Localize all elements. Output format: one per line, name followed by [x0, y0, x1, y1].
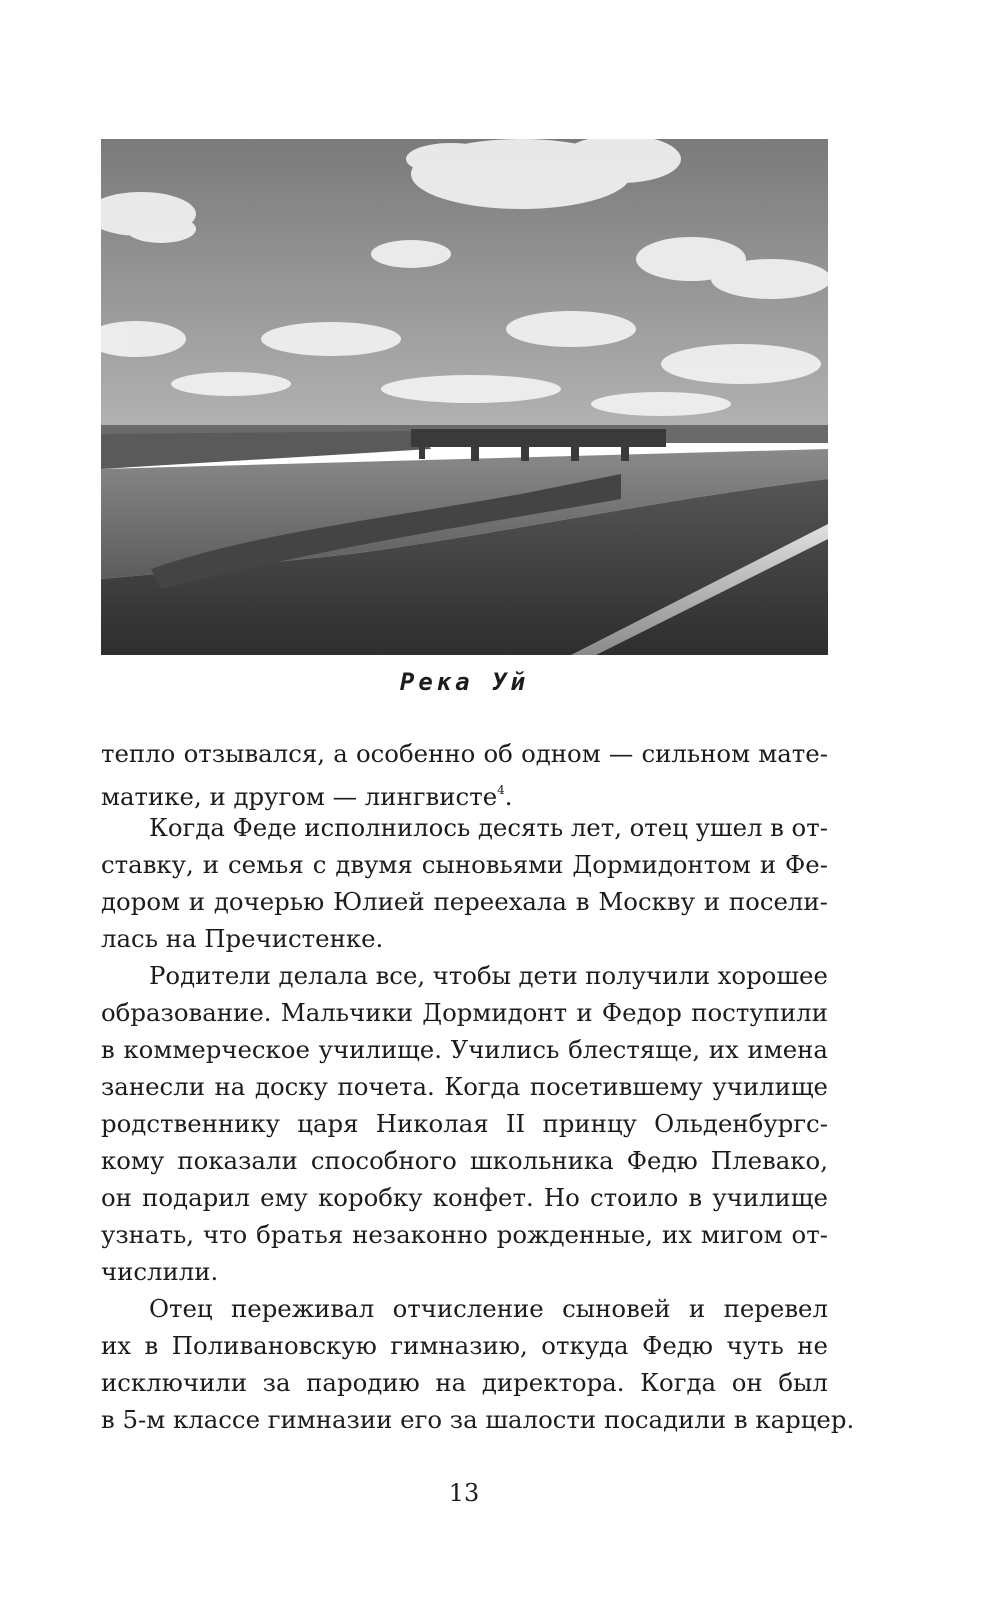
word: поступили — [691, 998, 828, 1027]
word: Когда — [640, 1368, 717, 1397]
word: стоило — [589, 1183, 679, 1212]
word: все, — [375, 961, 426, 990]
word: чтобы — [432, 961, 512, 990]
word: от- — [791, 1220, 828, 1249]
word: дети — [518, 961, 578, 990]
bridge — [411, 429, 666, 461]
word: в — [688, 1183, 703, 1212]
word: лет, — [570, 813, 622, 842]
word: хорошее — [717, 961, 828, 990]
word: на — [214, 1072, 246, 1101]
text-line — [101, 957, 828, 994]
word: переживал — [231, 1294, 375, 1323]
word: особенно — [355, 739, 476, 768]
word: незаконно — [352, 1220, 488, 1249]
word: братья — [256, 1220, 344, 1249]
text-line — [101, 1031, 828, 1068]
word: ставку, — [101, 850, 194, 879]
text-line-content: числили. — [101, 1257, 219, 1286]
word: делала — [278, 961, 369, 990]
word: подарил — [142, 1183, 250, 1212]
word: коммерческое — [123, 1035, 310, 1064]
word: двумя — [335, 850, 413, 879]
word: принцу — [542, 1109, 637, 1138]
text-line — [101, 1364, 828, 1401]
word: что — [202, 1220, 248, 1249]
word: кому — [101, 1146, 165, 1175]
word: он — [731, 1368, 763, 1397]
text-line — [101, 809, 828, 846]
word: их — [661, 1220, 692, 1249]
word: и — [576, 998, 593, 1027]
word: посетившему — [529, 1072, 703, 1101]
word: отзывался, — [183, 739, 326, 768]
text-line — [101, 994, 828, 1031]
word: училище. — [318, 1035, 442, 1064]
text-line-content: матике, и другом — лингвисте$^4$. — [101, 782, 513, 811]
word: ему — [260, 1183, 308, 1212]
word: рожденные, — [496, 1220, 654, 1249]
word: Федор — [601, 998, 682, 1027]
word: Родители — [149, 961, 272, 990]
word: коробку — [318, 1183, 423, 1212]
word: Фе- — [785, 850, 828, 879]
word: исполнилось — [304, 813, 471, 842]
word: Поливановскую — [171, 1331, 377, 1360]
word: доску — [254, 1072, 328, 1101]
word: отец — [629, 813, 688, 842]
text-line — [101, 883, 828, 920]
footnote-marker: 4 — [497, 783, 505, 797]
word: Плевако, — [710, 1146, 828, 1175]
text-line — [101, 735, 828, 772]
word: Отец — [149, 1294, 213, 1323]
word: в — [144, 1331, 159, 1360]
word: Москву — [598, 887, 695, 916]
word: мигом — [700, 1220, 783, 1249]
word: почета. — [337, 1072, 435, 1101]
word: с — [312, 850, 327, 879]
word: семья — [227, 850, 304, 879]
word: получили — [585, 961, 711, 990]
word: откуда — [541, 1331, 629, 1360]
word: перевел — [723, 1294, 828, 1323]
river-photo — [101, 139, 828, 655]
word: царя — [297, 1109, 359, 1138]
word: Учились — [450, 1035, 560, 1064]
word: переехала — [433, 887, 567, 916]
word: дочерью — [213, 887, 325, 916]
text-line — [101, 1401, 855, 1438]
word: Дормидонт — [422, 998, 568, 1027]
word: сыновей — [562, 1294, 671, 1323]
word: дором — [101, 887, 180, 916]
word: показали — [177, 1146, 298, 1175]
word: на — [435, 1368, 467, 1397]
word: отчисление — [392, 1294, 544, 1323]
figure-caption: Река Уй — [399, 668, 530, 696]
word: ушел — [695, 813, 763, 842]
word: Юлией — [333, 887, 425, 916]
word: Когда — [444, 1072, 521, 1101]
word: блестяще, — [568, 1035, 701, 1064]
word: а — [333, 739, 348, 768]
word: имена — [747, 1035, 828, 1064]
word: — — [608, 739, 634, 768]
text-line — [101, 1253, 828, 1290]
word: десять — [477, 813, 564, 842]
word: Ольденбургс- — [654, 1109, 828, 1138]
word: от- — [791, 813, 828, 842]
word: за — [262, 1368, 291, 1397]
word: Дормидонтом — [572, 850, 751, 879]
text-line — [101, 846, 828, 883]
word: их — [101, 1331, 132, 1360]
word: гимназию, — [390, 1331, 528, 1360]
word: Федю — [626, 1146, 698, 1175]
text-line — [101, 920, 828, 957]
text-line — [101, 1179, 828, 1216]
text-line-content: лась на Пречистенке. — [101, 924, 384, 953]
word: одном — [521, 739, 601, 768]
word: училище — [712, 1072, 828, 1101]
word: способного — [310, 1146, 457, 1175]
word: посели- — [728, 887, 828, 916]
page-number: 13 — [448, 1479, 480, 1507]
word: их — [708, 1035, 739, 1064]
word: конфет. — [432, 1183, 534, 1212]
text-line — [101, 1327, 828, 1364]
word: Мальчики — [280, 998, 413, 1027]
word: в — [770, 813, 784, 842]
text-line — [101, 1290, 828, 1327]
word: он — [101, 1183, 132, 1212]
text-line — [101, 1142, 828, 1179]
text-line-content: в 5-м классе гимназии его за шалости посадили в карцер. — [101, 1405, 855, 1434]
word: и — [688, 1294, 706, 1323]
word: сыновьями — [421, 850, 564, 879]
word: родственнику — [101, 1109, 280, 1138]
word: Когда — [149, 813, 225, 842]
text-line — [101, 1068, 828, 1105]
word: школьника — [469, 1146, 614, 1175]
word: и — [202, 850, 220, 879]
word: мате- — [758, 739, 828, 768]
word: образование. — [101, 998, 272, 1027]
word: училище — [712, 1183, 828, 1212]
text-line — [101, 1105, 828, 1142]
word: и — [703, 887, 721, 916]
word: II — [505, 1109, 526, 1138]
word: был — [778, 1368, 828, 1397]
body-text — [101, 735, 855, 1438]
word: тепло — [101, 739, 176, 768]
word: исключили — [101, 1368, 248, 1397]
word: Феде — [232, 813, 297, 842]
text-line — [101, 1216, 828, 1253]
word: в — [575, 887, 590, 916]
word: Но — [543, 1183, 580, 1212]
word: Николая — [375, 1109, 489, 1138]
word: сильном — [641, 739, 751, 768]
word: пародию — [306, 1368, 420, 1397]
word: об — [483, 739, 513, 768]
word: Федю — [642, 1331, 714, 1360]
text-line — [101, 772, 828, 809]
word: чуть — [726, 1331, 784, 1360]
word: директора. — [481, 1368, 625, 1397]
word: не — [797, 1331, 828, 1360]
word: и — [759, 850, 777, 879]
word: и — [188, 887, 206, 916]
word: занесли — [101, 1072, 205, 1101]
word: в — [101, 1035, 115, 1064]
word: узнать, — [101, 1220, 194, 1249]
